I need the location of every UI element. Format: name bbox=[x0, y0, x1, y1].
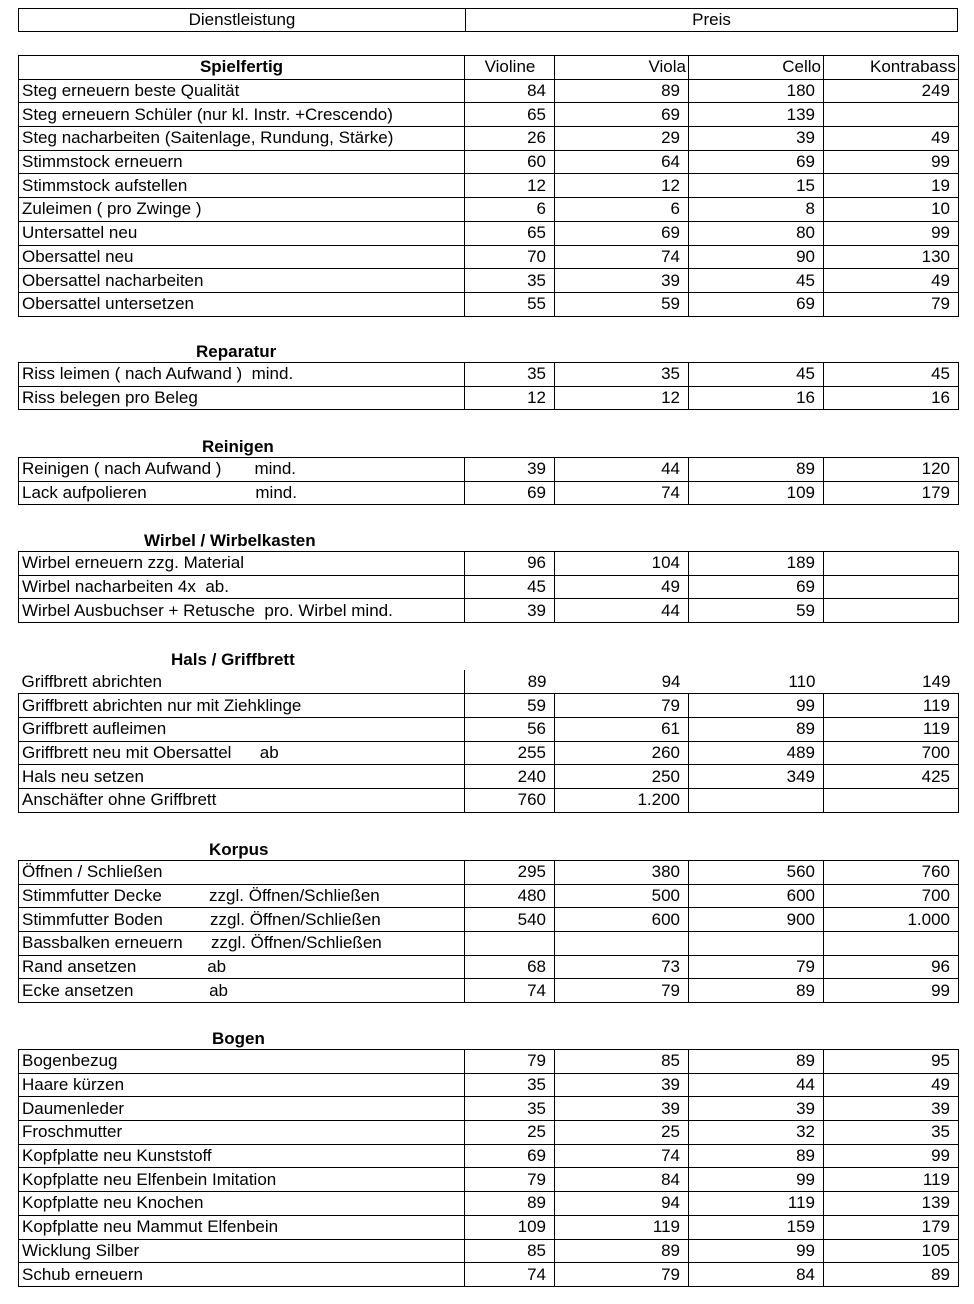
table-row bbox=[19, 481, 959, 505]
price-viola: 250 bbox=[555, 765, 689, 789]
table-row bbox=[19, 765, 959, 789]
table-row bbox=[19, 269, 959, 293]
price-viola: 39 bbox=[555, 1073, 689, 1097]
price-cello: 69 bbox=[689, 575, 824, 599]
price-viola: 74 bbox=[555, 481, 689, 505]
section-rows bbox=[19, 79, 959, 316]
column-kontrabass: Kontrabass bbox=[824, 56, 959, 80]
price-viola: 44 bbox=[555, 599, 689, 623]
section-title: Bogen bbox=[212, 1029, 265, 1048]
price-violine: 45 bbox=[465, 575, 555, 599]
price-violine: 70 bbox=[465, 245, 555, 269]
service-label: Rand ansetzen ab bbox=[19, 955, 465, 979]
price-cello: 89 bbox=[689, 1144, 824, 1168]
section-rows bbox=[19, 861, 959, 1003]
section-rows bbox=[19, 1050, 959, 1287]
table-row bbox=[19, 932, 959, 956]
price-viola: 74 bbox=[555, 1144, 689, 1168]
price-cello: 15 bbox=[689, 174, 824, 198]
price-cello: 99 bbox=[689, 1239, 824, 1263]
price-kontrabass: 119 bbox=[824, 694, 959, 718]
service-label: Daumenleder bbox=[19, 1097, 465, 1121]
price-viola: 39 bbox=[555, 269, 689, 293]
table-row bbox=[19, 1097, 959, 1121]
price-kontrabass: 10 bbox=[824, 198, 959, 222]
price-violine: 12 bbox=[465, 386, 555, 410]
service-label: Reinigen ( nach Aufwand ) mind. bbox=[19, 458, 465, 482]
price-kontrabass bbox=[824, 103, 959, 127]
price-kontrabass: 99 bbox=[824, 150, 959, 174]
price-kontrabass: 120 bbox=[824, 458, 959, 482]
price-violine: 60 bbox=[465, 150, 555, 174]
price-cello: 560 bbox=[689, 861, 824, 885]
section-korpus bbox=[18, 836, 958, 1003]
price-cello: 180 bbox=[689, 79, 824, 103]
price-kontrabass: 760 bbox=[824, 861, 959, 885]
table-row bbox=[19, 292, 959, 316]
price-cello: 159 bbox=[689, 1215, 824, 1239]
service-label: Riss belegen pro Beleg bbox=[19, 386, 465, 410]
price-cello: 119 bbox=[689, 1192, 824, 1216]
price-violine: 35 bbox=[465, 1073, 555, 1097]
table-row bbox=[19, 1215, 959, 1239]
table-row bbox=[19, 861, 959, 885]
section-rows bbox=[19, 363, 959, 410]
price-violine: 84 bbox=[465, 79, 555, 103]
column-violine: Violine bbox=[465, 56, 555, 80]
service-label: Untersattel neu bbox=[19, 221, 465, 245]
table-row bbox=[19, 1073, 959, 1097]
table-row bbox=[19, 363, 959, 387]
price-cello: 8 bbox=[689, 198, 824, 222]
column-cello: Cello bbox=[689, 56, 824, 80]
price-cello: 79 bbox=[689, 955, 824, 979]
service-label: Obersattel untersetzen bbox=[19, 292, 465, 316]
price-viola: 260 bbox=[555, 741, 689, 765]
price-cello: 69 bbox=[689, 292, 824, 316]
price-violine: 255 bbox=[465, 741, 555, 765]
price-violine: 240 bbox=[465, 765, 555, 789]
price-viola: 89 bbox=[555, 79, 689, 103]
price-viola: 44 bbox=[555, 458, 689, 482]
price-viola: 12 bbox=[555, 174, 689, 198]
price-viola: 73 bbox=[555, 955, 689, 979]
service-label: Steg erneuern Schüler (nur kl. Instr. +Crescendo) bbox=[19, 103, 465, 127]
price-viola: 79 bbox=[555, 1263, 689, 1287]
price-viola: 61 bbox=[555, 717, 689, 741]
price-kontrabass: 149 bbox=[922, 671, 951, 691]
section-spielfertig bbox=[18, 55, 958, 317]
table-row bbox=[19, 788, 959, 812]
price-table-hals bbox=[18, 670, 959, 813]
service-label: Wirbel Ausbuchser + Retusche pro. Wirbel mind. bbox=[19, 599, 465, 623]
price-violine: 26 bbox=[465, 127, 555, 151]
table-row bbox=[19, 198, 959, 222]
price-kontrabass: 99 bbox=[824, 1144, 959, 1168]
price-viola: 79 bbox=[555, 694, 689, 718]
price-violine: 35 bbox=[465, 1097, 555, 1121]
price-cello: 349 bbox=[689, 765, 824, 789]
price-kontrabass: 35 bbox=[824, 1121, 959, 1145]
price-viola: 119 bbox=[555, 1215, 689, 1239]
price-cello: 99 bbox=[689, 1168, 824, 1192]
service-label: Stimmstock erneuern bbox=[19, 150, 465, 174]
price-cello: 39 bbox=[689, 127, 824, 151]
table-row bbox=[19, 955, 959, 979]
table-row bbox=[19, 599, 959, 623]
service-label: Lack aufpolieren mind. bbox=[19, 481, 465, 505]
price-cello: 89 bbox=[689, 1050, 824, 1074]
service-label: Zuleimen ( pro Zwinge ) bbox=[19, 198, 465, 222]
price-violine: 55 bbox=[465, 292, 555, 316]
service-label: Griffbrett neu mit Obersattel ab bbox=[19, 741, 465, 765]
price-violine: 39 bbox=[465, 599, 555, 623]
section-title: Spielfertig bbox=[19, 56, 465, 80]
price-cello: 89 bbox=[689, 717, 824, 741]
table-row bbox=[19, 552, 959, 576]
service-label: Steg erneuern beste Qualität bbox=[19, 79, 465, 103]
price-kontrabass: 105 bbox=[824, 1239, 959, 1263]
service-label: Griffbrett abrichten nur mit Ziehklinge bbox=[19, 694, 465, 718]
service-label: Wicklung Silber bbox=[19, 1239, 465, 1263]
section-reparatur bbox=[18, 338, 958, 410]
table-header bbox=[18, 8, 958, 32]
price-violine: 109 bbox=[465, 1215, 555, 1239]
service-label: Haare kürzen bbox=[19, 1073, 465, 1097]
price-column-header: Preis bbox=[692, 10, 731, 29]
price-kontrabass: 700 bbox=[824, 741, 959, 765]
price-violine: 35 bbox=[465, 269, 555, 293]
service-label: Wirbel erneuern zzg. Material bbox=[19, 552, 465, 576]
price-cello: 99 bbox=[689, 694, 824, 718]
table-row bbox=[19, 908, 959, 932]
price-kontrabass bbox=[824, 552, 959, 576]
price-kontrabass: 249 bbox=[824, 79, 959, 103]
price-cello: 109 bbox=[689, 481, 824, 505]
price-viola: 69 bbox=[555, 221, 689, 245]
price-viola: 6 bbox=[555, 198, 689, 222]
price-cello: 139 bbox=[689, 103, 824, 127]
price-violine: 79 bbox=[465, 1168, 555, 1192]
price-viola: 600 bbox=[555, 908, 689, 932]
price-viola: 35 bbox=[555, 363, 689, 387]
price-violine: 74 bbox=[465, 979, 555, 1003]
price-cello: 69 bbox=[689, 150, 824, 174]
price-kontrabass: 99 bbox=[824, 979, 959, 1003]
price-cello: 89 bbox=[689, 979, 824, 1003]
section-wirbel bbox=[18, 527, 958, 623]
table-row bbox=[19, 1144, 959, 1168]
price-kontrabass: 179 bbox=[824, 1215, 959, 1239]
price-viola: 74 bbox=[555, 245, 689, 269]
price-violine: 39 bbox=[465, 458, 555, 482]
table-row bbox=[19, 245, 959, 269]
table-row bbox=[19, 79, 959, 103]
table-row bbox=[19, 103, 959, 127]
table-row bbox=[19, 1263, 959, 1287]
service-label: Schub erneuern bbox=[19, 1263, 465, 1287]
price-cello: 59 bbox=[689, 599, 824, 623]
price-violine: 295 bbox=[465, 861, 555, 885]
price-kontrabass bbox=[824, 932, 959, 956]
price-kontrabass: 179 bbox=[824, 481, 959, 505]
price-violine: 25 bbox=[465, 1121, 555, 1145]
table-row bbox=[19, 575, 959, 599]
price-kontrabass: 49 bbox=[824, 127, 959, 151]
price-cello bbox=[689, 932, 824, 956]
table-row bbox=[19, 741, 959, 765]
price-viola: 89 bbox=[555, 1239, 689, 1263]
price-cello bbox=[689, 788, 824, 812]
price-kontrabass: 425 bbox=[824, 765, 959, 789]
price-kontrabass: 45 bbox=[824, 363, 959, 387]
price-violine: 69 bbox=[465, 481, 555, 505]
table-head-row bbox=[19, 56, 959, 80]
table-row bbox=[19, 174, 959, 198]
price-kontrabass: 39 bbox=[824, 1097, 959, 1121]
table-row bbox=[19, 150, 959, 174]
price-cello: 110 bbox=[788, 671, 816, 691]
service-label: Riss leimen ( nach Aufwand ) mind. bbox=[19, 363, 465, 387]
table-row bbox=[19, 884, 959, 908]
service-label: Griffbrett aufleimen bbox=[19, 717, 465, 741]
price-kontrabass: 49 bbox=[824, 1073, 959, 1097]
price-table-wirbel bbox=[18, 551, 959, 623]
price-table-spielfertig bbox=[18, 55, 959, 317]
price-violine: 65 bbox=[465, 103, 555, 127]
price-violine: 35 bbox=[465, 363, 555, 387]
price-kontrabass bbox=[824, 599, 959, 623]
price-viola: 1.200 bbox=[555, 788, 689, 812]
price-kontrabass bbox=[824, 575, 959, 599]
table-row bbox=[19, 670, 959, 694]
price-viola: 79 bbox=[555, 979, 689, 1003]
price-table-bogen bbox=[18, 1049, 959, 1287]
price-cello: 80 bbox=[689, 221, 824, 245]
section-title: Reinigen bbox=[202, 437, 274, 456]
price-kontrabass: 96 bbox=[824, 955, 959, 979]
price-violine: 74 bbox=[465, 1263, 555, 1287]
service-label: Bogenbezug bbox=[19, 1050, 465, 1074]
table-row bbox=[19, 1121, 959, 1145]
section-hals bbox=[18, 646, 958, 813]
price-violine: 68 bbox=[465, 955, 555, 979]
price-kontrabass: 119 bbox=[824, 1168, 959, 1192]
price-kontrabass bbox=[824, 788, 959, 812]
service-label: Stimmstock aufstellen bbox=[19, 174, 465, 198]
service-label: Hals neu setzen bbox=[19, 765, 465, 789]
price-violine: 89 bbox=[465, 1192, 555, 1216]
service-label: Kopfplatte neu Mammut Elfenbein bbox=[19, 1215, 465, 1239]
price-kontrabass: 99 bbox=[824, 221, 959, 245]
price-violine: 480 bbox=[465, 884, 555, 908]
price-viola: 380 bbox=[555, 861, 689, 885]
price-viola: 39 bbox=[555, 1097, 689, 1121]
price-viola: 85 bbox=[555, 1050, 689, 1074]
table-row bbox=[19, 458, 959, 482]
price-cello: 90 bbox=[689, 245, 824, 269]
price-cello: 89 bbox=[689, 458, 824, 482]
price-kontrabass: 19 bbox=[824, 174, 959, 198]
table-row bbox=[19, 694, 959, 718]
service-label: Froschmutter bbox=[19, 1121, 465, 1145]
price-table-reparatur bbox=[18, 362, 959, 410]
price-kontrabass: 130 bbox=[824, 245, 959, 269]
service-label: Kopfplatte neu Elfenbein Imitation bbox=[19, 1168, 465, 1192]
price-viola: 12 bbox=[555, 386, 689, 410]
table-row bbox=[19, 1192, 959, 1216]
price-violine: 89 bbox=[527, 671, 547, 691]
price-cello: 489 bbox=[689, 741, 824, 765]
section-rows bbox=[19, 670, 959, 812]
price-kontrabass: 1.000 bbox=[824, 908, 959, 932]
price-kontrabass: 89 bbox=[824, 1263, 959, 1287]
service-label: Griffbrett abrichten bbox=[19, 670, 465, 694]
service-label: Obersattel nacharbeiten bbox=[19, 269, 465, 293]
price-viola: 49 bbox=[555, 575, 689, 599]
service-label: Obersattel neu bbox=[19, 245, 465, 269]
price-cello: 44 bbox=[689, 1073, 824, 1097]
price-cello: 45 bbox=[689, 363, 824, 387]
price-kontrabass: 79 bbox=[824, 292, 959, 316]
price-cello: 600 bbox=[689, 884, 824, 908]
price-cello: 16 bbox=[689, 386, 824, 410]
price-viola: 94 bbox=[661, 671, 681, 691]
price-violine: 85 bbox=[465, 1239, 555, 1263]
section-bogen bbox=[18, 1025, 958, 1287]
price-cello: 84 bbox=[689, 1263, 824, 1287]
price-violine: 6 bbox=[465, 198, 555, 222]
service-label: Kopfplatte neu Kunststoff bbox=[19, 1144, 465, 1168]
price-viola: 104 bbox=[555, 552, 689, 576]
section-title: Reparatur bbox=[196, 342, 277, 361]
price-kontrabass: 139 bbox=[824, 1192, 959, 1216]
section-title: Wirbel / Wirbelkasten bbox=[144, 531, 316, 550]
table-row bbox=[19, 386, 959, 410]
price-violine: 12 bbox=[465, 174, 555, 198]
price-viola: 69 bbox=[555, 103, 689, 127]
price-viola: 59 bbox=[555, 292, 689, 316]
price-kontrabass: 49 bbox=[824, 269, 959, 293]
price-cello: 39 bbox=[689, 1097, 824, 1121]
price-cello: 45 bbox=[689, 269, 824, 293]
price-viola: 500 bbox=[555, 884, 689, 908]
price-violine bbox=[465, 932, 555, 956]
price-violine: 69 bbox=[465, 1144, 555, 1168]
price-kontrabass: 119 bbox=[824, 717, 959, 741]
table-row bbox=[19, 717, 959, 741]
table-row bbox=[19, 127, 959, 151]
service-label: Anschäfter ohne Griffbrett bbox=[19, 788, 465, 812]
table-row bbox=[19, 979, 959, 1003]
price-violine: 59 bbox=[465, 694, 555, 718]
service-label: Stimmfutter Decke zzgl. Öffnen/Schließen bbox=[19, 884, 465, 908]
table-row bbox=[19, 1050, 959, 1074]
table-row bbox=[19, 1168, 959, 1192]
service-label: Kopfplatte neu Knochen bbox=[19, 1192, 465, 1216]
price-kontrabass: 700 bbox=[824, 884, 959, 908]
price-violine: 760 bbox=[465, 788, 555, 812]
column-viola: Viola bbox=[555, 56, 689, 80]
price-cello: 32 bbox=[689, 1121, 824, 1145]
price-viola: 64 bbox=[555, 150, 689, 174]
price-violine: 96 bbox=[465, 552, 555, 576]
service-column-header: Dienstleistung bbox=[19, 9, 466, 31]
price-viola: 29 bbox=[555, 127, 689, 151]
service-label: Steg nacharbeiten (Saitenlage, Rundung, Stärke) bbox=[19, 127, 465, 151]
service-label: Öffnen / Schließen bbox=[19, 861, 465, 885]
price-table-korpus bbox=[18, 860, 959, 1003]
price-viola: 94 bbox=[555, 1192, 689, 1216]
price-viola: 84 bbox=[555, 1168, 689, 1192]
price-viola: 25 bbox=[555, 1121, 689, 1145]
price-cello: 189 bbox=[689, 552, 824, 576]
section-reinigen bbox=[18, 433, 958, 505]
table-row bbox=[19, 1239, 959, 1263]
service-label: Stimmfutter Boden zzgl. Öffnen/Schließen bbox=[19, 908, 465, 932]
price-viola bbox=[555, 932, 689, 956]
price-violine: 79 bbox=[465, 1050, 555, 1074]
section-rows bbox=[19, 552, 959, 623]
table-row bbox=[19, 221, 959, 245]
service-label: Ecke ansetzen ab bbox=[19, 979, 465, 1003]
service-label: Wirbel nacharbeiten 4x ab. bbox=[19, 575, 465, 599]
price-table-reinigen bbox=[18, 457, 959, 505]
price-violine: 540 bbox=[465, 908, 555, 932]
price-kontrabass: 16 bbox=[824, 386, 959, 410]
section-rows bbox=[19, 458, 959, 505]
section-title: Hals / Griffbrett bbox=[171, 650, 295, 669]
price-violine: 56 bbox=[465, 717, 555, 741]
price-cello: 900 bbox=[689, 908, 824, 932]
price-violine: 65 bbox=[465, 221, 555, 245]
price-kontrabass: 95 bbox=[824, 1050, 959, 1074]
section-title: Korpus bbox=[209, 840, 269, 859]
service-label: Bassbalken erneuern zzgl. Öffnen/Schließen bbox=[19, 932, 465, 956]
